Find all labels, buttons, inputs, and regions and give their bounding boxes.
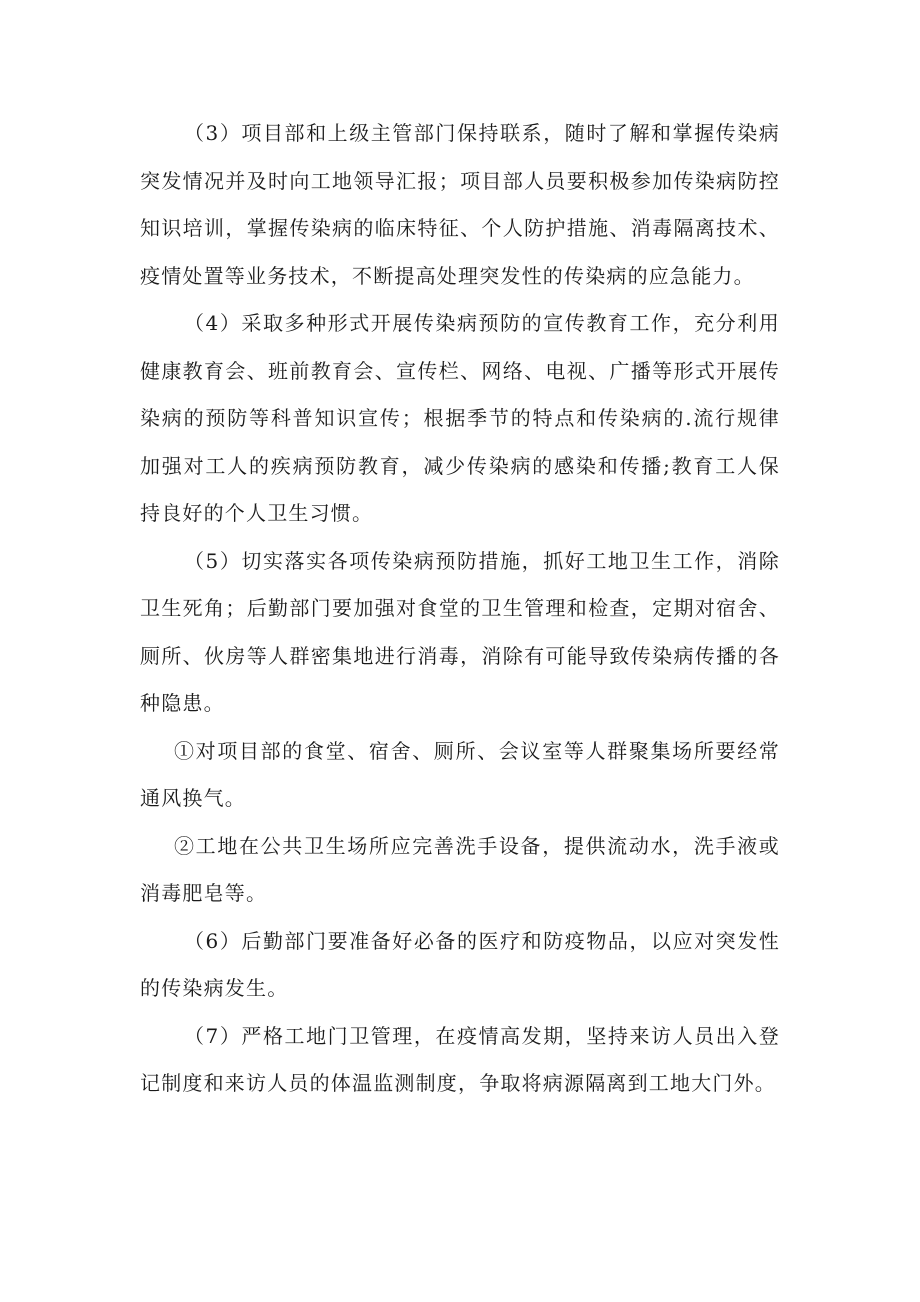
paragraph-item-5-1: ①对项目部的食堂、宿舍、厕所、会议室等人群聚集场所要经常通风换气。 bbox=[140, 738, 780, 810]
paragraph-item-6: （6）后勤部门要准备好必备的医疗和防疫物品，以应对突发性的传染病发生。 bbox=[140, 928, 780, 1000]
document-body bbox=[140, 110, 780, 1108]
paragraph-item-3: （3）项目部和上级主管部门保持联系，随时了解和掌握传染病突发情况并及时向工地领导汇报；项目部人员要积极参加传染病防控知识培训，掌握传染病的临床特征、个人防护措施、消毒隔离技术、疫情处置等业务技术，不断提高处理突发性的传染病的应急能力。 bbox=[140, 121, 780, 288]
paragraph-item-5: （5）切实落实各项传染病预防措施，抓好工地卫生工作，消除卫生死角；后勤部门要加强对食堂的卫生管理和检查，定期对宿舍、厕所、伙房等人群密集地进行消毒，消除有可能导致传染病传播的各种隐患。 bbox=[140, 548, 780, 715]
paragraph-item-4: （4）采取多种形式开展传染病预防的宣传教育工作，充分利用健康教育会、班前教育会、宣传栏、网络、电视、广播等形式开展传染病的预防等科普知识宣传；根据季节的特点和传染病的.流行规律加强对工人的疾病预防教育，减少传染病的感染和传播;教育工人保持良好的个人卫生习惯。 bbox=[140, 311, 780, 525]
paragraph-item-7: （7）严格工地门卫管理，在疫情高发期，坚持来访人员出入登记制度和来访人员的体温监测制度，争取将病源隔离到工地大门外。 bbox=[140, 1023, 780, 1095]
paragraph-item-5-2: ②工地在公共卫生场所应完善洗手设备，提供流动水，洗手液或消毒肥皂等。 bbox=[140, 833, 780, 905]
